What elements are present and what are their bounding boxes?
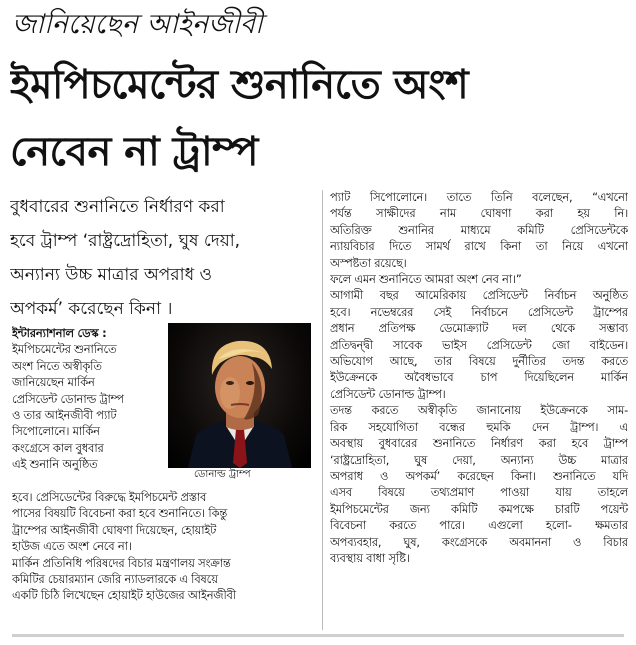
body-line: হবে। প্রেসিডেন্টের বিরুদ্ধে ইমপিচমেন্ট প্রস্তাব — [12, 490, 207, 504]
body-line: অপব্যবহার, ঘুষ, কংগ্রেসকে অবমাননা ও বিচার — [330, 534, 628, 549]
body-line: ইউক্রেনকে অবৈধভাবে চাপ দিয়েছিলেন মার্কিন — [330, 370, 628, 385]
body-line: অংশ নিতে অস্বীকৃতি — [12, 358, 102, 373]
body-line: বিবেচনা করতে পারে। এগুলো হলো- ক্ষমতার — [330, 518, 628, 533]
body-line: ব্যবস্থায় বাধা সৃষ্টি। — [330, 550, 410, 565]
body-line: অতিরিক্ত শুনানির মাধ্যমে কমিটি প্রেসিডেন্টকে — [330, 222, 628, 237]
body-line: হবে। নভেম্বরের সেই নির্বাচনে প্রেসিডেন্ট ট্রাম্পের — [330, 304, 628, 319]
body-line: তদন্ত করতে অস্বীকৃতি জানানোয় ইউক্রেনকে সাম- — [330, 403, 628, 418]
body-line: এসব বিষয়ে তথ্যপ্রমাণ পাওয়া যায় তাহলে — [330, 485, 628, 500]
body-line: পাসের বিষয়টি বিবেচনা করা হবে শুনানিতে। কিন্তু — [12, 506, 228, 521]
body-line: জানিয়েছেন মার্কিন — [12, 375, 95, 390]
body-line: সিপোলোনে। মার্কিন — [12, 424, 100, 439]
column-divider — [322, 190, 323, 630]
body-line: একটি চিঠি লিখেছেন হোয়াইট হাউজের আইনজীবী — [12, 588, 236, 603]
body-line: অপরাধ ও অপকর্ম’ করেছেন কিনা। শুনানিতে যদি — [330, 468, 628, 483]
body-line: ও তার আইনজীবী প্যাট — [12, 408, 117, 423]
kicker: জানিয়েছেন আইনজীবী — [12, 9, 263, 40]
body-line: ফলে এমন শুনানিতে আমরা অংশ নেব না।” — [330, 272, 522, 287]
body-line: অস্পষ্টতা রয়েছে। — [330, 255, 407, 270]
body-line: প্রেসিডেন্ট ডোনাল্ড ট্রাম্প — [12, 391, 124, 406]
body-line: কমিটির চেয়ারম্যান জেরি ন্যাডলারকে এ বিষয়ে — [12, 572, 218, 587]
deck-line: অন্যান্য উচ্চ মাত্রার অপরাধ ও — [10, 265, 213, 285]
portrait-illustration — [168, 323, 311, 468]
body-line: প্রেসিডেন্ট ডোনাল্ড ট্রাম্প। — [330, 386, 446, 401]
body-line: প্যাট সিপোলোনে। তাতে তিনি বলেছেন, “এখনো — [330, 190, 628, 204]
body-line: ইমপিচমেন্টের শুনানিতে — [12, 342, 117, 357]
body-line: ইমপিচমেন্টের জন্য কমিটি কমপক্ষে চারটি পয়েন্ট — [330, 501, 628, 516]
body-line: পর্যন্ত সাক্ষীদের নাম ঘোষণা করা হয় নি। — [330, 206, 628, 221]
body-line: মার্কিন প্রতিনিধি পরিষদের বিচার মন্ত্রণালয় সংক্রান্ত — [12, 555, 231, 570]
body-column-right — [330, 189, 628, 566]
headline-line: ইমপিচমেন্টের শুনানিতে অংশ — [10, 62, 469, 108]
body-line: ‘রাষ্ট্রদ্রোহিতা, ঘুষ দেয়া, অন্যান্য উচ্চ মাত্রার — [330, 452, 628, 467]
dateline: ইন্টারন্যাশনাল ডেস্ক : — [12, 326, 107, 340]
deck — [10, 190, 315, 326]
deck-line: অপকর্ম’ করেছেন কিনা । — [10, 299, 173, 319]
body-line: এই শুনানি অনুষ্ঠিত — [12, 457, 98, 472]
headline — [10, 52, 626, 186]
body-column-left-narrow — [12, 325, 162, 473]
deck-line: হবে ট্রাম্প ‘রাষ্ট্রদ্রোহিতা, ঘুষ দেয়া, — [10, 231, 241, 251]
photo-caption: ডোনাল্ড ট্রাম্প — [194, 469, 251, 480]
body-column-left-wide — [12, 489, 322, 604]
body-line: হাউজ এতে অংশ নেবে না। — [12, 539, 132, 554]
body-line: ট্রাম্পের আইনজীবী ঘোষণা দিয়েছেন, হোয়াইট — [12, 522, 217, 537]
news-photo — [168, 323, 311, 468]
bottom-rule — [12, 634, 624, 637]
deck-line: বুধবারের শুনানিতে নির্ধারণ করা — [10, 197, 225, 217]
body-line: অভিযোগ আছে, তার বিষয়ে দুর্নীতির তদন্ত করতে — [330, 354, 628, 369]
body-line: প্রতিদ্বন্দ্বী সাবেক ভাইস প্রেসিডেন্ট জো বাইডেন। — [330, 337, 628, 352]
body-line: ন্যায়বিচার দিতে সামর্থ রাখে কিনা তা নিয়ে এখনো — [330, 239, 628, 254]
body-line: প্রধান প্রতিপক্ষ ডেমোক্র্যাট দল থেকে সম্ভাব্য — [330, 321, 628, 336]
body-line: অবস্থায় বুধবারের শুনানিতে নির্ধারণ করা হবে ট্রাম্প — [330, 436, 628, 451]
body-line: রিক সহযোগিতা বন্ধের হুমকি দেন ট্রাম্প। এ — [330, 419, 628, 434]
body-line: কংগ্রেসে কাল বুধবার — [12, 440, 104, 455]
body-line: আগামী বছর আমেরিকায় প্রেসিডেন্ট নির্বাচন অনুষ্ঠিত — [330, 288, 628, 303]
headline-line: নেবেন না ট্রাম্প — [10, 129, 258, 175]
